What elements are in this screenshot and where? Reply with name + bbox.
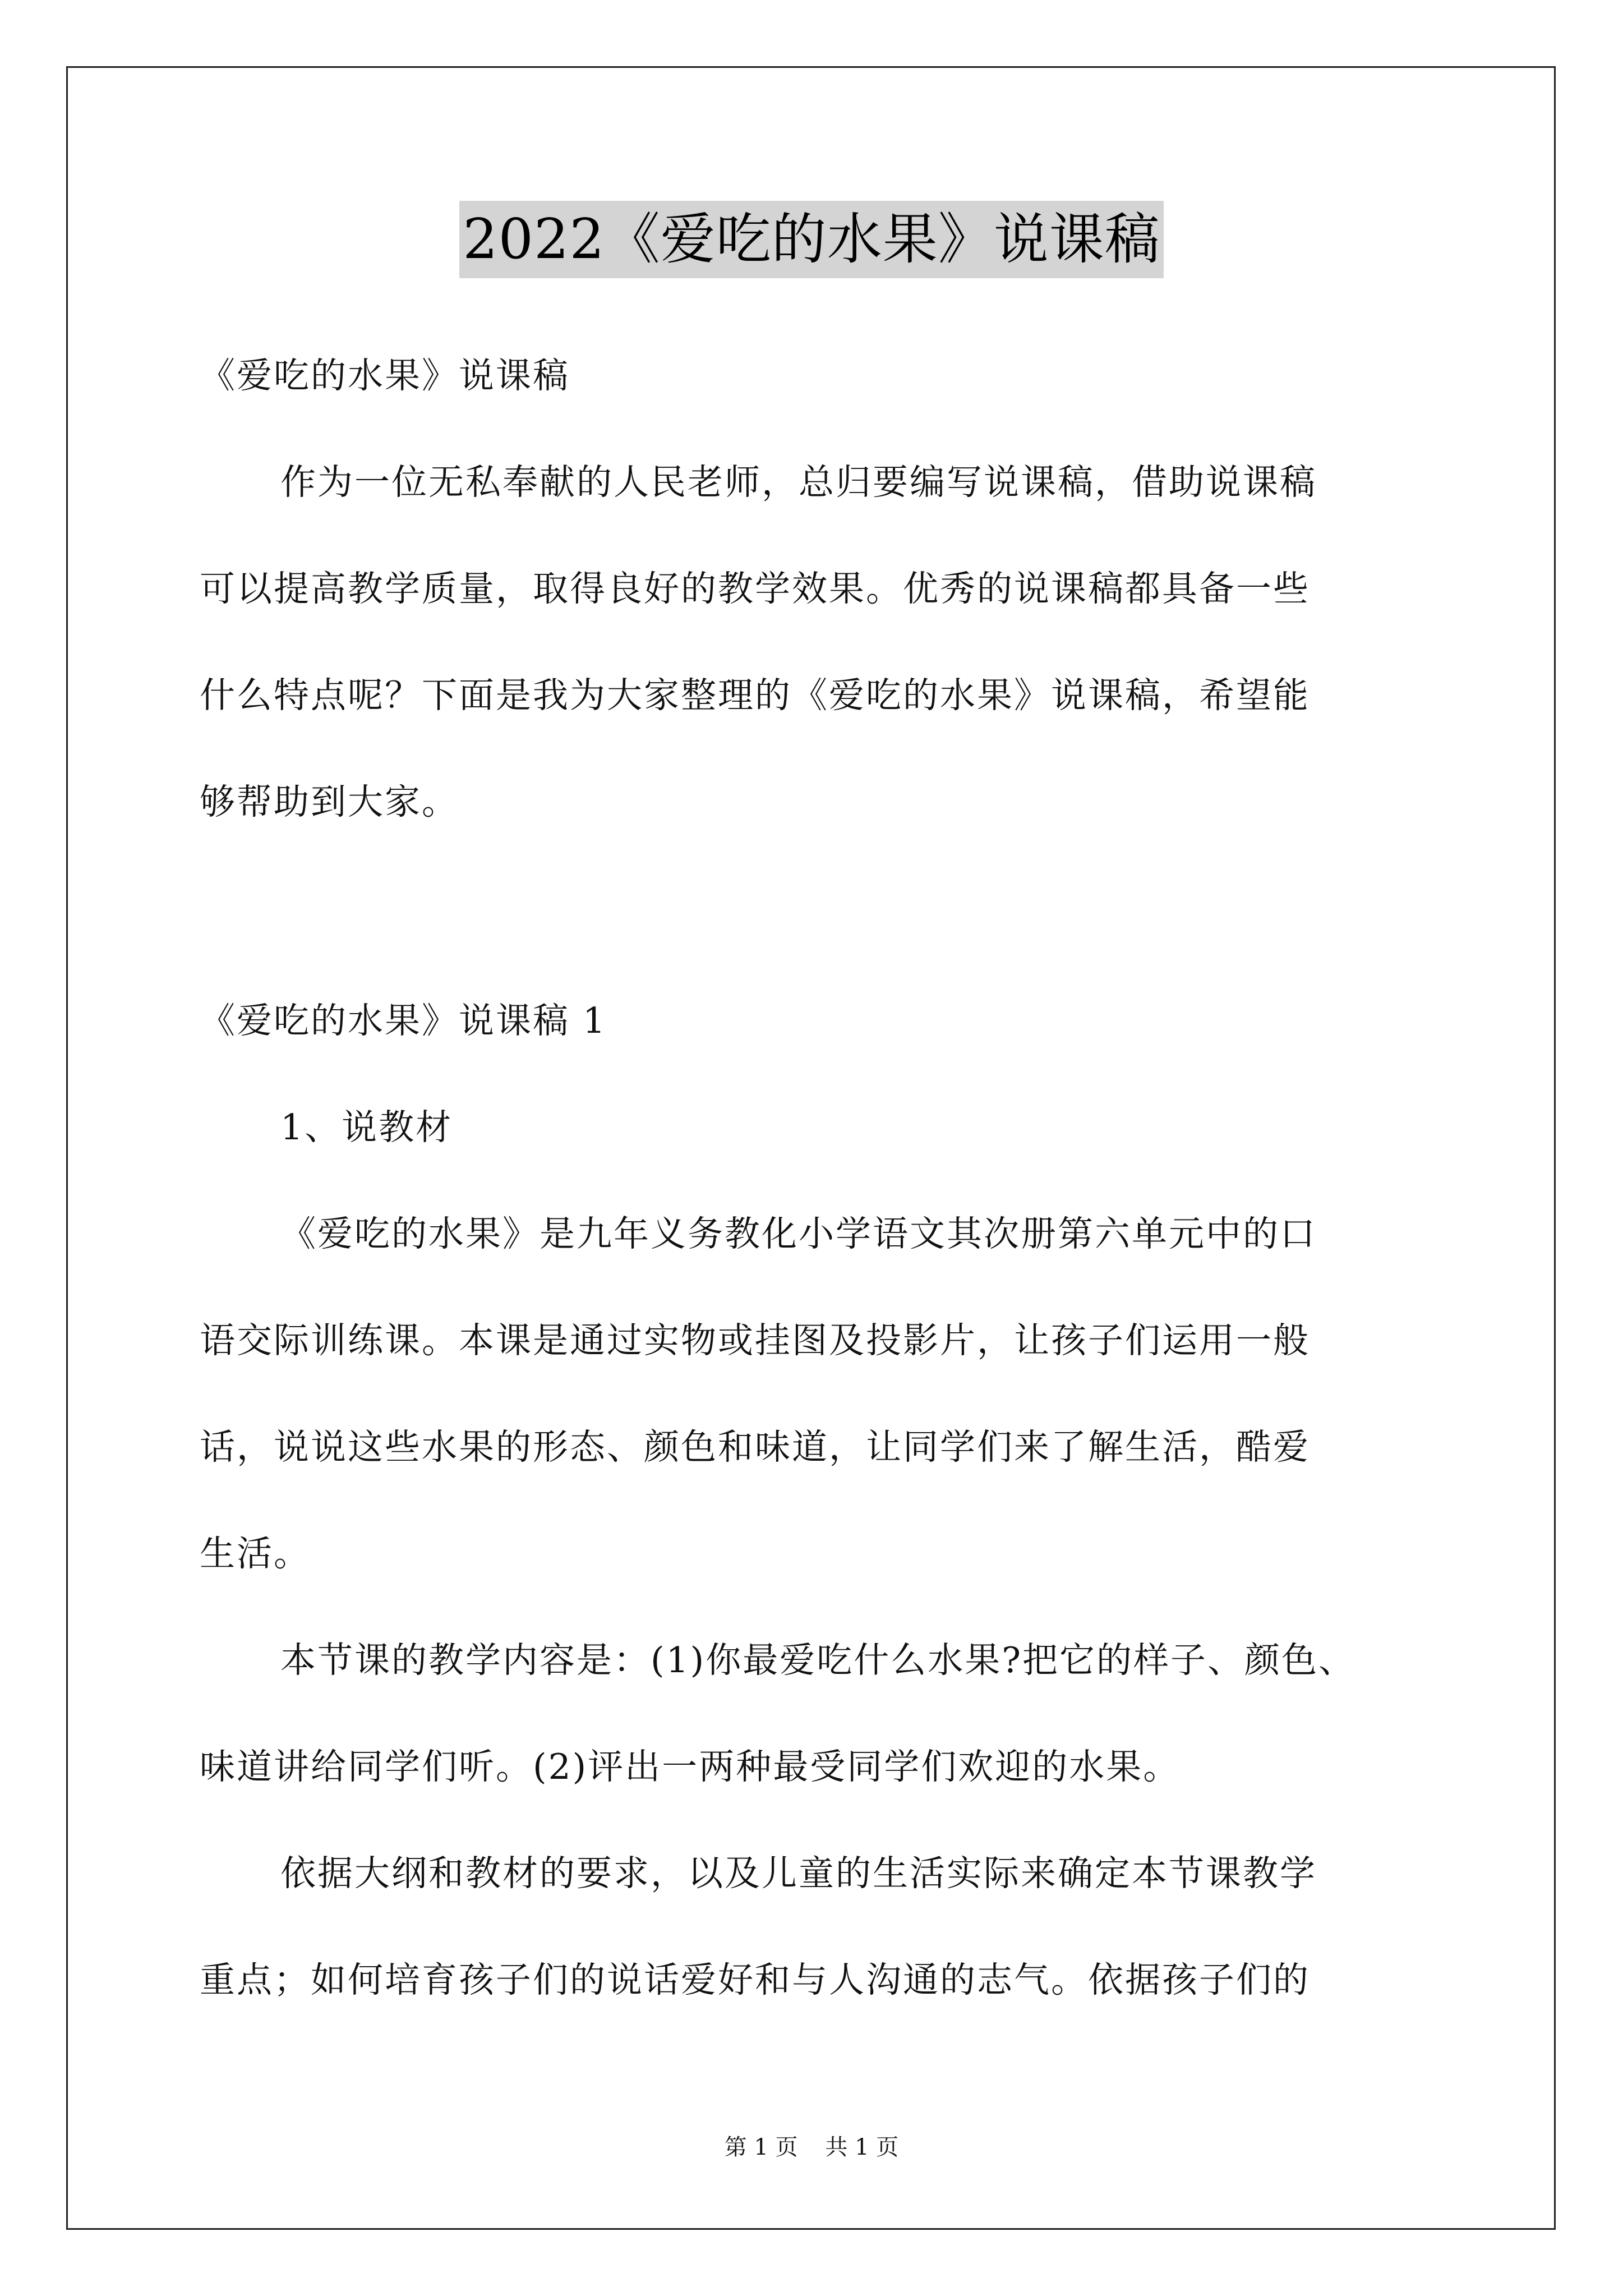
intro-line: 什么特点呢？下面是我为大家整理的《爱吃的水果》说课稿，希望能 — [200, 675, 1310, 716]
page-footer — [0, 2132, 1623, 2163]
paragraph-line: 语交际训练课。本课是通过实物或挂图及投影片，让孩子们运用一般 — [200, 1320, 1310, 1361]
page-total: 共 1 页 — [825, 2134, 899, 2160]
intro-line: 可以提高教学质量，取得良好的教学效果。优秀的说课稿都具备一些 — [200, 568, 1310, 609]
page-number: 第 1 页 — [724, 2134, 798, 2160]
document-title: 2022《爱吃的水果》说课稿 — [459, 201, 1163, 278]
paragraph-line: 重点；如何培育孩子们的说话爱好和与人沟通的志气。依据孩子们的 — [200, 1959, 1310, 2000]
section-heading: 《爱吃的水果》说课稿 1 — [200, 1000, 607, 1041]
paragraph-line: 生活。 — [200, 1533, 311, 1574]
paragraph-line: 依据大纲和教材的要求，以及儿童的生活实际来确定本节课教学 — [280, 1853, 1317, 1894]
paragraph-line: 本节课的教学内容是：(1)你最爱吃什么水果?把它的样子、颜色、 — [280, 1640, 1356, 1681]
intro-line: 够帮助到大家。 — [200, 781, 459, 822]
title-container — [0, 201, 1623, 278]
paragraph-line: 《爱吃的水果》是九年义务教化小学语文其次册第六单元中的口 — [280, 1213, 1317, 1254]
subtitle: 《爱吃的水果》说课稿 — [200, 355, 570, 396]
intro-line: 作为一位无私奉献的人民老师，总归要编写说课稿，借助说课稿 — [280, 462, 1317, 503]
paragraph-line: 话，说说这些水果的形态、颜色和味道，让同学们来了解生活，酷爱 — [200, 1427, 1310, 1467]
item-heading: 1、说教材 — [280, 1107, 453, 1148]
paragraph-line: 味道讲给同学们听。(2)评出一两种最受同学们欢迎的水果。 — [200, 1746, 1181, 1787]
